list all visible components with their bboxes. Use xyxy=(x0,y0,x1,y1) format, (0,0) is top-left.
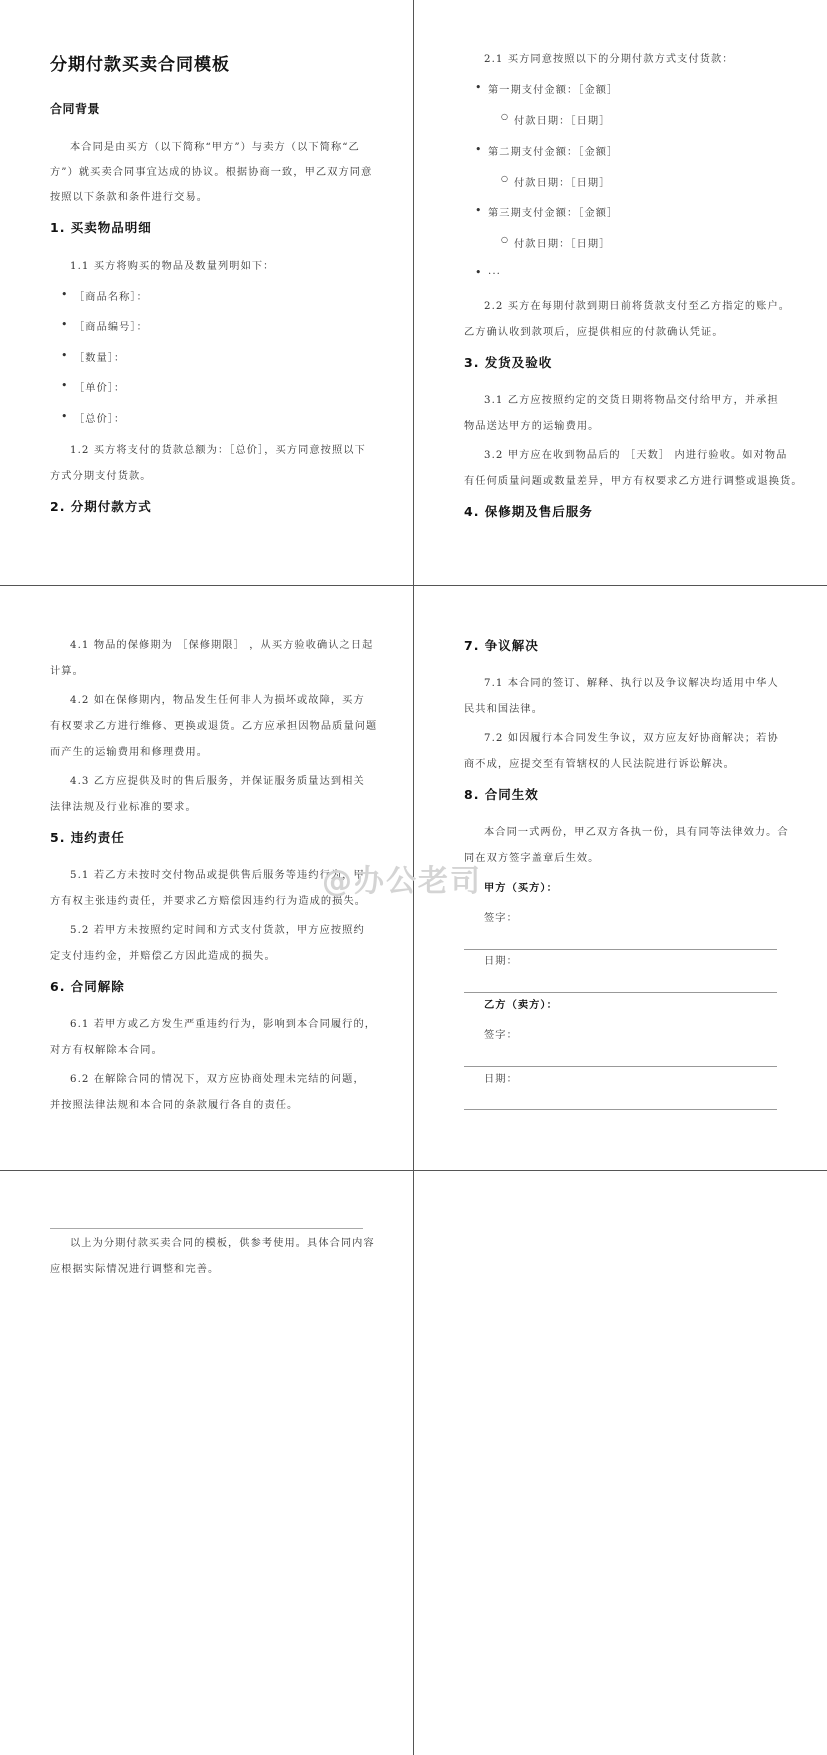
clause-text: 物品送达甲方的运输费用。 xyxy=(464,421,600,432)
clause-text: 对方有权解除本合同。 xyxy=(50,1045,163,1056)
section-heading: 7. 争议解决 xyxy=(464,638,539,653)
list-item: • 第三期支付金额：［金额］ xyxy=(488,204,618,219)
clause-text: 3.2 甲方应在收到物品后的 ［天数］ 内进行验收。如对物品 xyxy=(484,450,788,461)
background-text-line: 本合同是由买方（以下简称“甲方”）与卖方（以下简称“乙 xyxy=(70,142,360,153)
clause-text: 3.1 乙方应按照约定的交货日期将物品交付给甲方，并承担 xyxy=(484,395,779,406)
list-subitem: ○ 付款日期：［日期］ xyxy=(514,112,611,127)
background-text-line: 方”）就买卖合同事宜达成的协议。根据协商一致，甲乙双方同意 xyxy=(50,167,373,178)
party-b-label: 乙方（卖方）： xyxy=(484,999,558,1011)
clause-text: 1.1 买方将购买的物品及数量列明如下： xyxy=(70,261,275,272)
date-line[interactable] xyxy=(464,1109,777,1110)
clause-text: 有任何质量问题或数量差异，甲方有权要求乙方进行调整或退换货。 xyxy=(464,476,803,487)
date-label: 日期： xyxy=(484,1074,518,1085)
closing-text: 应根据实际情况进行调整和完善。 xyxy=(50,1264,220,1275)
horizontal-rule xyxy=(50,1228,363,1229)
document-page-2 xyxy=(414,0,827,585)
list-item: • ... xyxy=(488,266,501,277)
clause-text: 有权要求乙方进行维修、更换或退货。乙方应承担因物品质量问题 xyxy=(50,721,378,732)
clause-text: 5.2 若甲方未按照约定时间和方式支付货款，甲方应按照约 xyxy=(70,925,365,936)
background-text-line: 按照以下条款和条件进行交易。 xyxy=(50,192,209,203)
list-item: • ［总价］： xyxy=(74,410,125,425)
clause-text: 本合同一式两份，甲乙双方各执一份，具有同等法律效力。合 xyxy=(484,827,789,838)
clause-text: 乙方确认收到款项后，应提供相应的付款确认凭证。 xyxy=(464,327,724,338)
list-item: • ［单价］： xyxy=(74,379,125,394)
clause-text: 方式分期支付货款。 xyxy=(50,471,152,482)
clause-text: 商不成，应提交至有管辖权的人民法院进行诉讼解决。 xyxy=(464,759,735,770)
clause-text: 而产生的运输费用和修理费用。 xyxy=(50,747,209,758)
signature-label: 签字： xyxy=(484,913,518,924)
date-line[interactable] xyxy=(464,992,777,993)
clause-text: 7.1 本合同的签订、解释、执行以及争议解决均适用中华人 xyxy=(484,678,779,689)
clause-text: 2.2 买方在每期付款到期日前将货款支付至乙方指定的账户。 xyxy=(484,301,791,312)
section-heading: 1. 买卖物品明细 xyxy=(50,220,152,235)
clause-text: 4.3 乙方应提供及时的售后服务，并保证服务质量达到相关 xyxy=(70,776,365,787)
clause-text: 6.2 在解除合同的情况下，双方应协商处理未完结的问题， xyxy=(70,1074,365,1085)
closing-text: 以上为分期付款买卖合同的模板，供参考使用。具体合同内容 xyxy=(70,1238,375,1249)
signature-line[interactable] xyxy=(464,949,777,950)
clause-text: 方有权主张违约责任，并要求乙方赔偿因违约行为造成的损失。 xyxy=(50,896,367,907)
clause-text: 6.1 若甲方或乙方发生严重违约行为，影响到本合同履行的， xyxy=(70,1019,377,1030)
list-subitem: ○ 付款日期：［日期］ xyxy=(514,235,611,250)
clause-text: 计算。 xyxy=(50,666,84,677)
clause-text: 4.2 如在保修期内，物品发生任何非人为损坏或故障，买方 xyxy=(70,695,365,706)
document-page-1 xyxy=(0,0,413,585)
section-heading: 2. 分期付款方式 xyxy=(50,499,152,514)
party-a-label: 甲方（买方）： xyxy=(484,882,558,894)
clause-text: 定支付违约金，并赔偿乙方因此造成的损失。 xyxy=(50,951,276,962)
list-item: • 第二期支付金额：［金额］ xyxy=(488,143,618,158)
clause-text: 法律法规及行业标准的要求。 xyxy=(50,802,197,813)
section-heading: 3. 发货及验收 xyxy=(464,355,553,370)
document-title: 分期付款买卖合同模板 xyxy=(50,55,230,75)
clause-text: 7.2 如因履行本合同发生争议，双方应友好协商解决；若协 xyxy=(484,733,779,744)
clause-text: 同在双方签字盖章后生效。 xyxy=(464,853,600,864)
list-item: • ［数量］： xyxy=(74,349,125,364)
document-page-5 xyxy=(0,1171,413,1755)
section-heading: 8. 合同生效 xyxy=(464,787,539,802)
clause-text: 民共和国法律。 xyxy=(464,704,544,715)
section-heading: 6. 合同解除 xyxy=(50,979,125,994)
list-item: • ［商品编号］： xyxy=(74,318,148,333)
background-heading: 合同背景 xyxy=(50,102,101,116)
watermark: @办公老司 xyxy=(322,864,482,899)
clause-text: 并按照法律法规和本合同的条款履行各自的责任。 xyxy=(50,1100,299,1111)
clause-text: 2.1 买方同意按照以下的分期付款方式支付货款： xyxy=(484,54,734,65)
clause-text: 4.1 物品的保修期为 ［保修期限］ ，从买方验收确认之日起 xyxy=(70,640,374,651)
list-item: • 第一期支付金额：［金额］ xyxy=(488,81,618,96)
date-label: 日期： xyxy=(484,956,518,967)
signature-label: 签字： xyxy=(484,1030,518,1041)
clause-text: 5.1 若乙方未按时交付物品或提供售后服务等违约行为，甲 xyxy=(70,870,365,881)
clause-text: 1.2 买方将支付的货款总额为：［总价］，买方同意按照以下 xyxy=(70,445,366,456)
signature-line[interactable] xyxy=(464,1066,777,1067)
section-heading: 5. 违约责任 xyxy=(50,830,125,845)
section-heading: 4. 保修期及售后服务 xyxy=(464,504,593,519)
list-item: • ［商品名称］： xyxy=(74,288,148,303)
list-subitem: ○ 付款日期：［日期］ xyxy=(514,174,611,189)
